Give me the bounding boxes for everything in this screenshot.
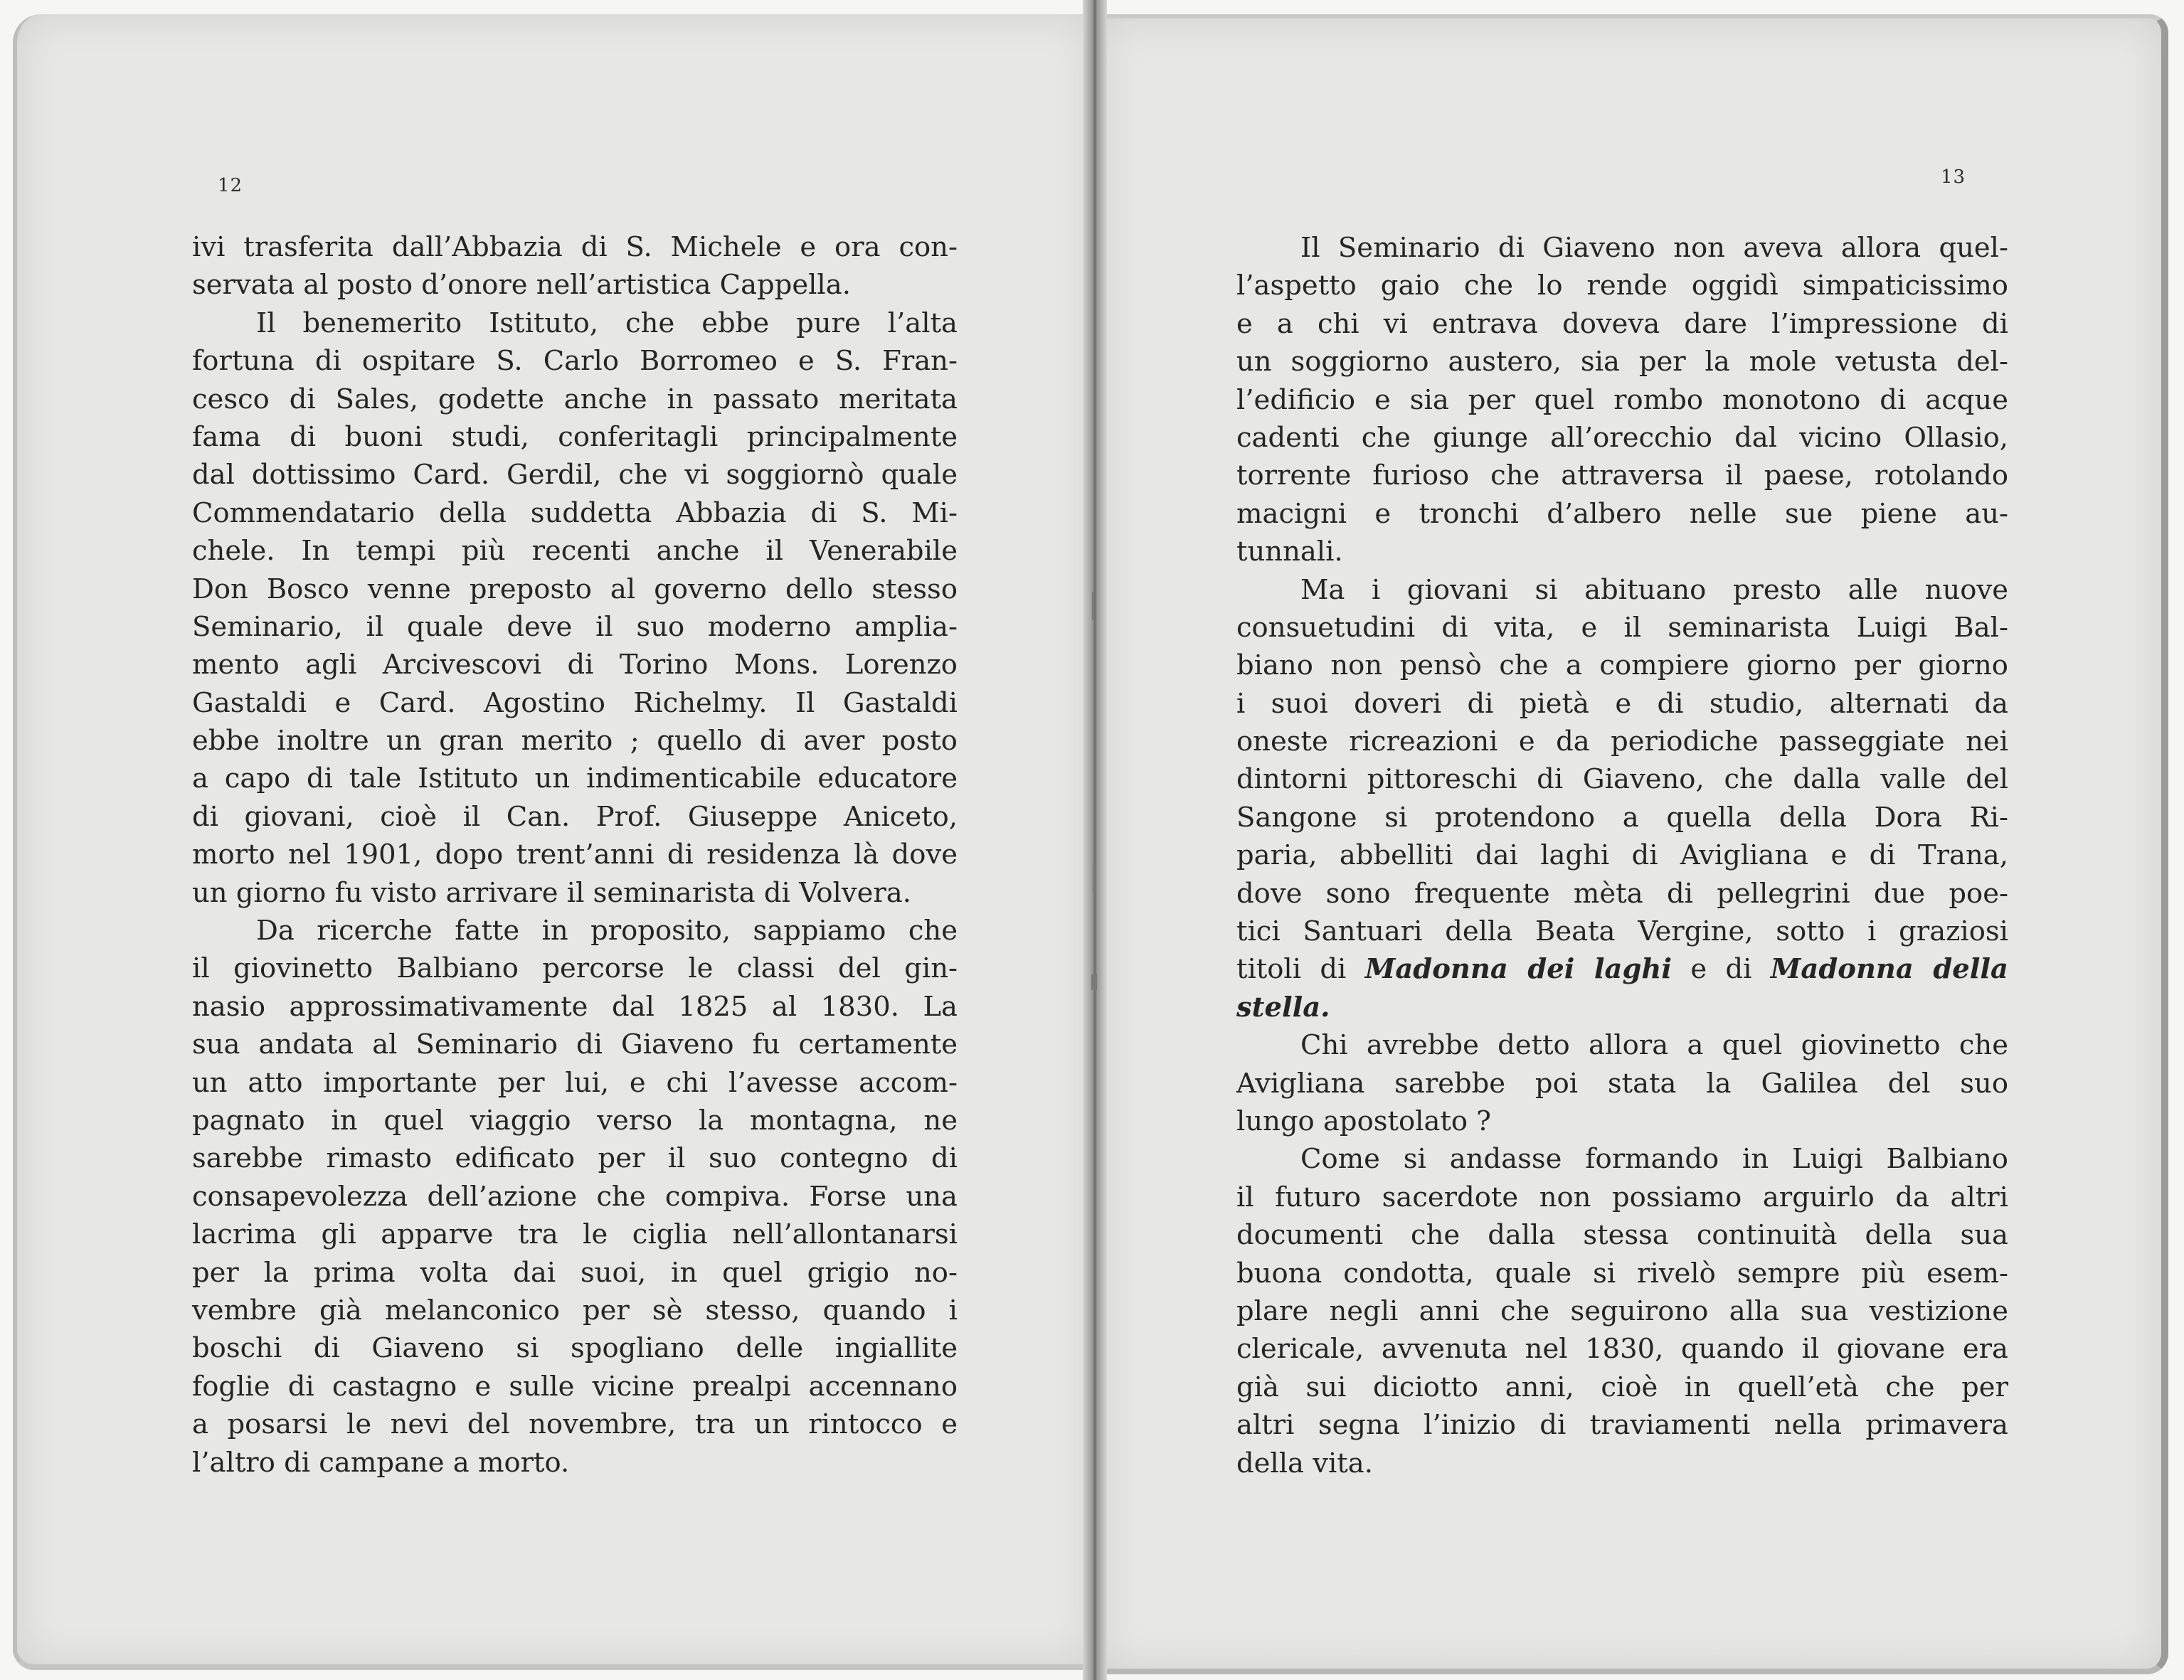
text-line: Ma i giovani si abituano presto alle nuove <box>1300 573 2008 606</box>
text-line: morto nel 1901, dopo trent’anni di residenza là dove <box>192 839 958 871</box>
left-page-text <box>192 228 958 1482</box>
text-line-with-italics <box>1236 950 2008 988</box>
page-number-right: 13 <box>1941 166 1966 188</box>
text-line: Sangone si protendono a quella della Dora Ri- <box>1236 801 2008 834</box>
text-line: lacrima gli apparve tra le ciglia nell’allontanarsi <box>192 1218 958 1251</box>
text-line: per la prima volta dai suoi, in quel grigio no- <box>192 1256 958 1289</box>
text-line: biano non pensò che a compiere giorno per giorno <box>1236 649 2008 682</box>
italic-title: stella. <box>1236 991 1330 1024</box>
text-line: Il benemerito Istituto, che ebbe pure l’alta <box>256 307 958 339</box>
text-line: di giovani, cioè il Can. Prof. Giuseppe Aniceto, <box>192 800 958 833</box>
text-line: pagnato in quel viaggio verso la montagna, ne <box>192 1104 958 1137</box>
text-line: e a chi vi entrava doveva dare l’impressione di <box>1236 307 2008 340</box>
binding-thread-mark <box>1093 865 1095 893</box>
text-line: a capo di tale Istituto un indimenticabile educatore <box>192 762 958 795</box>
text-line: tici Santuari della Beata Vergine, sotto i graziosi <box>1236 915 2008 948</box>
text-line: Don Bosco venne preposto al governo dello stesso <box>192 573 958 605</box>
text-line: della vita. <box>1236 1447 1373 1479</box>
text-line: buona condotta, quale si rivelò sempre più esem- <box>1236 1257 2008 1290</box>
text-line-with-italics <box>1236 989 2008 1026</box>
text-line: dal dottissimo Card. Gerdil, che vi soggiornò quale <box>192 459 958 491</box>
text-line: un giorno fu visto arrivare il seminarista di Volvera. <box>192 876 911 909</box>
text-line: nasio approssimativamente dal 1825 al 1830. La <box>192 990 958 1023</box>
text-line: Il Seminario di Giaveno non aveva allora quel- <box>1300 232 2008 264</box>
text-line: sua andata al Seminario di Giaveno fu certamente <box>192 1028 958 1061</box>
page-number-left: 12 <box>218 175 243 196</box>
italic-title: Madonna della <box>1770 953 2008 986</box>
text-line: Chi avrebbe detto allora a quel giovinetto che <box>1300 1029 2008 1062</box>
text-line: plare negli anni che seguirono alla sua vestizione <box>1236 1294 2008 1327</box>
text-line: i suoi doveri di pietà e di studio, alternati da <box>1236 687 2008 720</box>
text-line: l’altro di campane a morto. <box>192 1446 570 1479</box>
text-fragment: e di <box>1671 953 1771 986</box>
text-line: Gastaldi e Card. Agostino Richelmy. Il Gastaldi <box>192 686 958 719</box>
text-line: mento agli Arcivescovi di Torino Mons. Lorenzo <box>192 649 958 681</box>
text-fragment: titoli di <box>1236 953 1365 986</box>
text-line: l’edificio e sia per quel rombo monotono di acque <box>1236 383 2008 416</box>
text-line: Seminario, il quale deve il suo moderno amplia- <box>192 610 958 643</box>
text-line: tunnali. <box>1236 536 1343 568</box>
text-line: documenti che dalla stessa continuità della sua <box>1236 1219 2008 1252</box>
text-line: consuetudini di vita, e il seminarista Luigi Bal- <box>1236 611 2008 644</box>
text-line: foglie di castagno e sulle vicine prealpi accennano <box>192 1370 958 1403</box>
right-page-text <box>1236 229 2008 1482</box>
text-line: servata al posto d’onore nell’artistica Cappella. <box>192 269 851 302</box>
text-line: Avigliana sarebbe poi stata la Galilea del suo <box>1236 1067 2008 1100</box>
text-line: dintorni pittoreschi di Giaveno, che dalla valle del <box>1236 763 2008 796</box>
text-line: fama di buoni studi, conferitagli principalmente <box>192 420 958 453</box>
text-line: macigni e tronchi d’albero nelle sue piene au- <box>1236 497 2008 530</box>
text-line: ivi trasferita dall’Abbazia di S. Michele e ora con- <box>192 231 958 263</box>
text-line: consapevolezza dell’azione che compiva. Forse una <box>192 1180 958 1213</box>
text-line: cesco di Sales, godette anche in passato meritata <box>192 383 958 415</box>
text-line: oneste ricreazioni e da periodiche passeggiate nei <box>1236 725 2008 758</box>
text-line: fortuna di ospitare S. Carlo Borromeo e S. Fran- <box>192 345 958 378</box>
text-line: clericale, avvenuta nel 1830, quando il giovane era <box>1236 1333 2008 1366</box>
text-line: paria, abbelliti dai laghi di Avigliana e di Trana, <box>1236 839 2008 872</box>
text-line: un atto importante per lui, e chi l’avesse accom- <box>192 1066 958 1099</box>
text-line: a posarsi le nevi del novembre, tra un rintocco e <box>192 1408 958 1441</box>
text-line: Commendatario della suddetta Abbazia di S. Mi- <box>192 496 958 529</box>
italic-title: Madonna dei laghi <box>1364 953 1672 986</box>
text-line: altri segna l’inizio di traviamenti nella primavera <box>1236 1409 2008 1442</box>
text-line: chele. In tempi più recenti anche il Venerabile <box>192 535 958 568</box>
text-line: un soggiorno austero, sia per la mole vetusta del- <box>1236 346 2008 378</box>
book-gutter <box>1083 0 1107 1680</box>
binding-thread-mark <box>1092 592 1094 620</box>
text-line: dove sono frequente mèta di pellegrini due poe- <box>1236 877 2008 910</box>
text-line: sarebbe rimasto edificato per il suo contegno di <box>192 1142 958 1175</box>
text-line: lungo apostolato ? <box>1236 1105 1491 1137</box>
text-line: il giovinetto Balbiano percorse le classi del gin- <box>192 952 958 985</box>
text-line: torrente furioso che attraversa il paese, rotolando <box>1236 459 2008 492</box>
text-line: ebbe inoltre un gran merito ; quello di aver posto <box>192 725 958 757</box>
text-line: boschi di Giaveno si spogliano delle ingiallite <box>192 1332 958 1365</box>
text-line: già sui diciotto anni, cioè in quell’età che per <box>1236 1371 2008 1403</box>
text-line: vembre già melanconico per sè stesso, quando i <box>192 1294 958 1327</box>
text-line: cadenti che giunge all’orecchio dal vicino Ollasio, <box>1236 421 2008 454</box>
text-line: Come si andasse formando in Luigi Balbiano <box>1300 1143 2008 1176</box>
text-line: l’aspetto gaio che lo rende oggidì simpaticissimo <box>1236 270 2008 302</box>
text-line: Da ricerche fatte in proposito, sappiamo che <box>256 915 958 947</box>
binding-thread-mark <box>1091 974 1097 990</box>
text-line: il futuro sacerdote non possiamo arguirlo da altri <box>1236 1181 2008 1213</box>
